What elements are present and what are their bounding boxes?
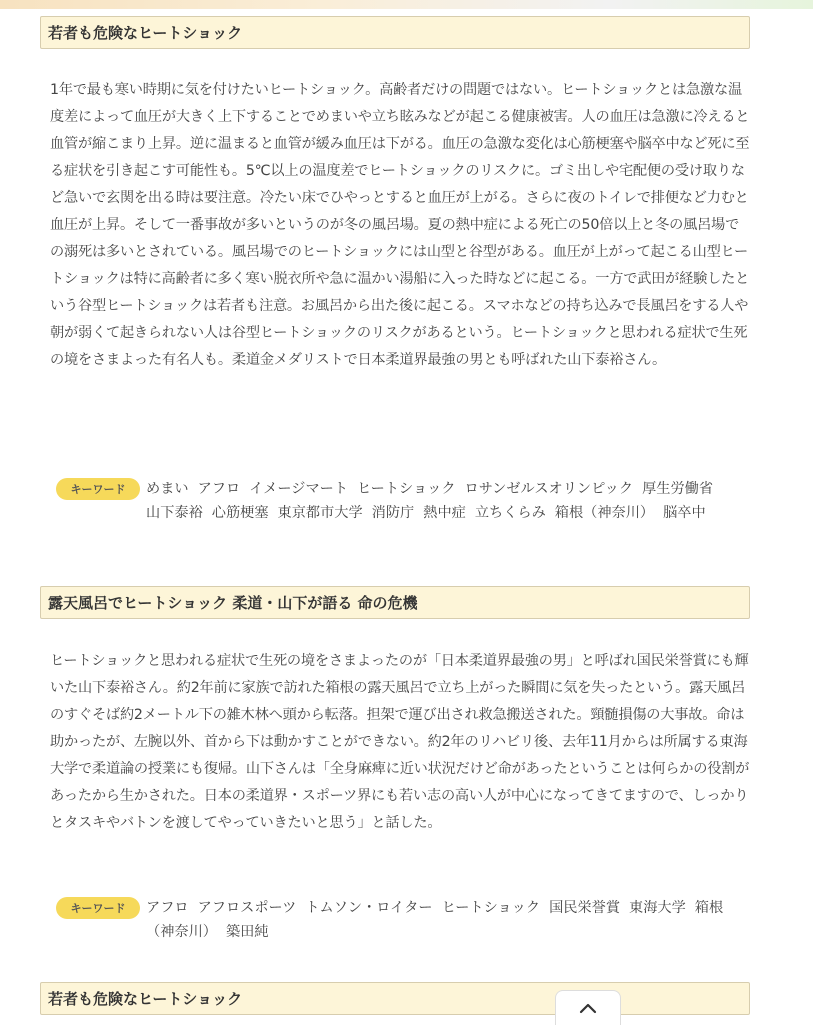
- keyword-link[interactable]: アフロスポーツ: [197, 900, 297, 916]
- scroll-to-top-button[interactable]: [555, 990, 621, 1025]
- keyword-link[interactable]: 脳卒中: [663, 505, 706, 521]
- section-title: 若者も危険なヒートショック: [48, 24, 243, 42]
- section-title: 若者も危険なヒートショック: [48, 990, 243, 1008]
- keyword-link[interactable]: ロサンゼルスオリンピック: [464, 481, 634, 497]
- section-title: 露天風呂でヒートショック 柔道・山下が語る 命の危機: [48, 594, 418, 612]
- keyword-link[interactable]: 山下泰裕: [146, 505, 203, 521]
- keyword-list: [146, 477, 736, 525]
- keyword-link[interactable]: 立ちくらみ: [474, 505, 546, 521]
- article-paragraph-1: 1年で最も寒い時期に気を付けたいヒートショック。高齢者だけの問題ではない。ヒートショックとは急激な温度差によって血圧が大きく上下することでめまいや立ち眩みなどが起こる健康被害。人の血圧は急激に冷えると血管が縮こまり上昇。逆に温まると血管が緩み血圧は下がる。血圧の急激な変化は心筋梗塞や脳卒中など死に至る症状を引き起こす可能性も。5℃以上の温度差でヒートショックのリスクに。ゴミ出しや宅配便の受け取りなど急いで玄関を出る時は要注意。冷たい床でひやっとすると血圧が上がる。さらに夜のトイレで排便など力むと血圧が上昇。そして一番事故が多いというのが冬の風呂場。夏の熱中症による死亡の50倍以上と冬の風呂場での溺死は多いとされている。風呂場でのヒートショックには山型と谷型がある。血圧が上がって起こる山型ヒートショックは特に高齢者に多く寒い脱衣所や急に温かい湯船に入った時などに起こる。一方で武田が経験したという谷型ヒートショックは若者も注意。お風呂から出た後に起こる。スマホなどの持ち込みで長風呂をする人や朝が弱くて起きられない人は谷型ヒートショックのリスクがあるという。ヒートショックと思われる症状で生死の境をさまよった有名人も。柔道金メダリストで日本柔道界最強の男とも呼ばれた山下泰裕さん。: [50, 82, 750, 368]
- keyword-link[interactable]: 東京都市大学: [277, 505, 363, 521]
- section-heading-1: [40, 16, 750, 49]
- keyword-link[interactable]: アフロ: [197, 481, 241, 497]
- keyword-link[interactable]: 箱根（神奈川）: [146, 900, 724, 940]
- keyword-badge: キーワード: [56, 897, 140, 919]
- keyword-link[interactable]: 築田純: [225, 924, 269, 940]
- keyword-link[interactable]: アフロ: [146, 900, 189, 916]
- keyword-badge: キーワード: [56, 478, 140, 500]
- keyword-link[interactable]: ヒートショック: [441, 900, 541, 916]
- keyword-link[interactable]: 熱中症: [423, 505, 466, 521]
- keyword-link[interactable]: イメージマート: [249, 481, 349, 497]
- section-heading-3: [40, 982, 750, 1015]
- keyword-link[interactable]: トムソン・ロイター: [305, 900, 433, 916]
- keyword-link[interactable]: 心筋梗塞: [211, 505, 269, 521]
- keyword-list: [146, 896, 736, 944]
- section-heading-2: [40, 586, 750, 619]
- top-gradient-bar: [0, 0, 813, 9]
- keyword-link[interactable]: 厚生労働省: [642, 481, 714, 497]
- keyword-link[interactable]: めまい: [146, 481, 189, 497]
- keyword-link[interactable]: 消防庁: [371, 505, 415, 521]
- keyword-link[interactable]: ヒートショック: [357, 481, 456, 497]
- keyword-link[interactable]: 国民栄誉賞: [549, 900, 621, 916]
- chevron-up-icon: [579, 1002, 597, 1014]
- keyword-link[interactable]: 東海大学: [629, 900, 686, 916]
- keyword-link[interactable]: 箱根（神奈川）: [554, 505, 655, 521]
- article-paragraph-2: ヒートショックと思われる症状で生死の境をさまよったのが「日本柔道界最強の男」と呼ばれ国民栄誉賞にも輝いた山下泰裕さん。約2年前に家族で訪れた箱根の露天風呂で立ち上がった瞬間に気を失ったという。露天風呂のすぐそば約2メートル下の雑木林へ頭から転落。担架で運び出され救急搬送された。頸髄損傷の大事故。命は助かったが、左腕以外、首から下は動かすことができない。約2年のリハビリ後、去年11月からは所属する東海大学で柔道論の授業にも復帰。山下さんは「全身麻痺に近い状況だけど命があったということは何らかの役割があったから生かされた。日本の柔道界・スポーツ界にも若い志の高い人が中心になってきてますので、しっかりとタスキやバトンを渡してやっていきたいと思う」と話した。: [50, 653, 750, 831]
